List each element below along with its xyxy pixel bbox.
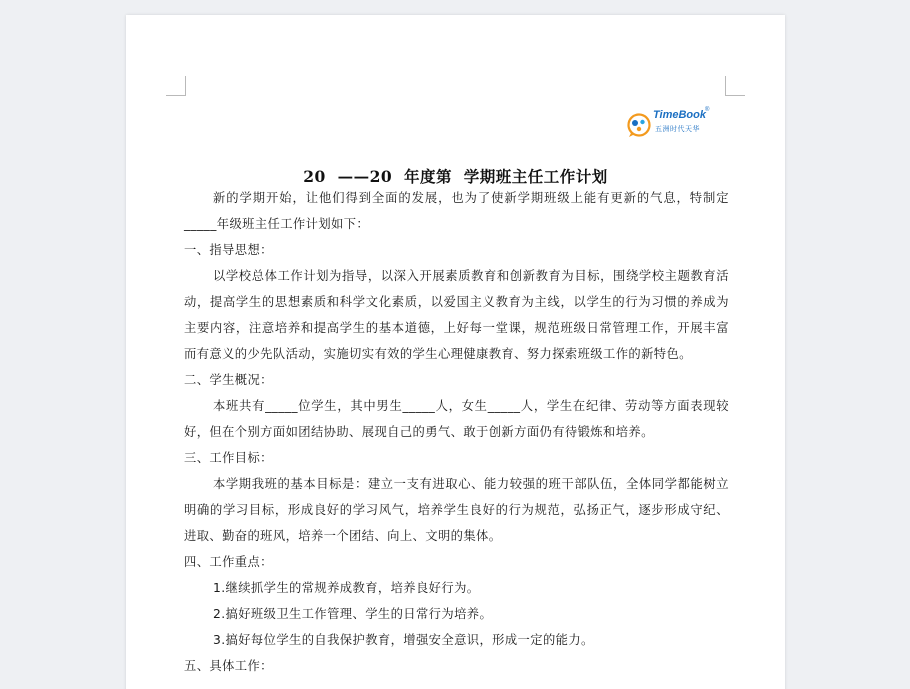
document-title: 20 ——20 年度第 学期班主任工作计划	[303, 167, 608, 186]
focus-item-3: 3.搞好每位学生的自我保护教育，增强安全意识，形成一定的能力。	[213, 633, 594, 647]
logo-registered-mark: ®	[705, 107, 710, 113]
margin-corner-top-left	[166, 76, 186, 96]
section-heading-tasks: 五、具体工作：	[184, 659, 273, 673]
document-body	[184, 185, 729, 679]
section-heading-overview: 二、学生概况：	[184, 373, 273, 387]
section-heading-focus: 四、工作重点：	[184, 555, 273, 569]
focus-item-2: 2.搞好班级卫生工作管理、学生的日常行为培养。	[213, 607, 493, 621]
logo-subtitle: 五洲时代天华	[655, 125, 700, 133]
overview-paragraph: 本班共有_____位学生，其中男生_____人，女生_____人，学生在纪律、劳动等方面表现较好，但在个别方面如团结协助、展现自己的勇气、敢于创新方面仍有待锻炼和培养。	[184, 399, 729, 439]
logo-brand-text: TimeBook	[653, 109, 706, 121]
section-heading-goals: 三、工作目标：	[184, 451, 273, 465]
timebook-logo-mark-icon	[626, 111, 652, 137]
focus-item-1: 1.继续抓学生的常规养成教育，培养良好行为。	[213, 581, 480, 595]
goals-paragraph: 本学期我班的基本目标是：建立一支有进取心、能力较强的班干部队伍，全体同学都能树立明确的学习目标，形成良好的学习风气，培养学生良好的行为规范，弘扬正气，逐步形成守纪、进取、勤奋的班风，培养一个团结、向上、文明的集体。	[184, 477, 729, 543]
section-heading-guiding: 一、指导思想：	[184, 243, 273, 257]
timebook-logo	[626, 109, 716, 137]
guiding-paragraph: 以学校总体工作计划为指导，以深入开展素质教育和创新教育为目标，围绕学校主题教育活动，提高学生的思想素质和科学文化素质，以爱国主义教育为主线，以学生的行为习惯的养成为主要内容，注意培养和提高学生的基本道德，上好每一堂课，规范班级日常管理工作，开展丰富而有意义的少先队活动，实施切实有效的学生心理健康教育、努力探索班级工作的新特色。	[184, 269, 729, 361]
margin-corner-top-right	[725, 76, 745, 96]
intro-paragraph: 新的学期开始，让他们得到全面的发展，也为了使新学期班级上能有更新的气息，特制定_____年级班主任工作计划如下：	[184, 191, 729, 231]
document-page	[126, 15, 785, 689]
